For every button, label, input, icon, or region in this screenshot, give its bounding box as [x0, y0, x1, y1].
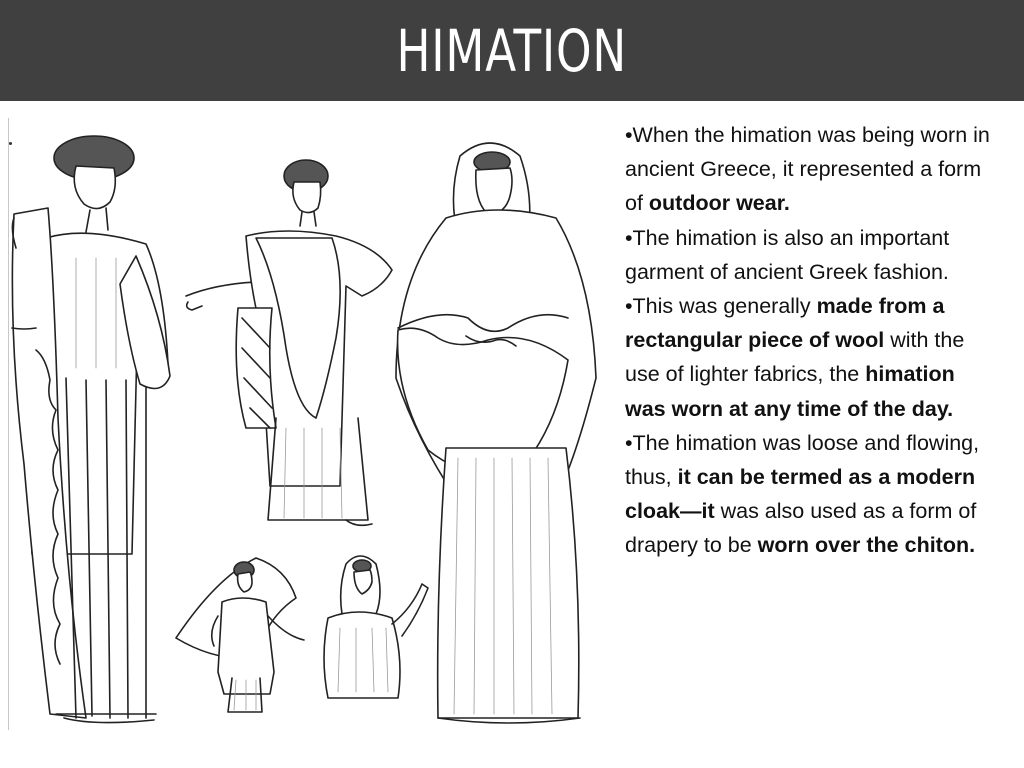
figure-woman-with-draped-himation — [186, 160, 392, 525]
bullet-bold-text: worn over the chiton. — [757, 533, 976, 558]
bullet-item — [625, 221, 997, 289]
bullet-bold-text: it can be termed as a modern cloak—it — [625, 465, 976, 524]
bullet-bold-text: outdoor wear. — [648, 191, 790, 216]
figure-woman-holding-drapery — [12, 136, 170, 723]
bullet-item — [625, 118, 997, 221]
illustration-canvas — [6, 118, 606, 733]
figure-veiled-woman-standing — [396, 143, 596, 723]
bullet-text: with the use of lighter fabrics, the — [625, 328, 965, 387]
text-panel — [625, 118, 997, 563]
bullet-text: •The himation is also an important garment of ancient Greek fashion. — [625, 225, 950, 284]
bullet-bold-text: himation was worn at any time of the day. — [625, 362, 955, 421]
bullet-text: •This was generally — [625, 294, 817, 319]
title-bar — [0, 0, 1024, 101]
bullet-text: •When the himation was being worn in ancient Greece, it represented a form of — [625, 123, 990, 216]
himation-illustration — [6, 118, 606, 733]
bullet-text: was also used as a form of drapery to be — [625, 499, 977, 558]
figure-small-with-veil — [176, 558, 304, 712]
bullet-item — [625, 426, 997, 563]
bullet-bold-text: made from a rectangular piece of wool — [625, 294, 945, 353]
figure-small-veiled — [324, 556, 428, 698]
slide-title: HIMATION — [396, 16, 628, 85]
bullet-text: •The himation was loose and flowing, thus, — [625, 430, 980, 490]
bullet-item — [625, 289, 997, 426]
